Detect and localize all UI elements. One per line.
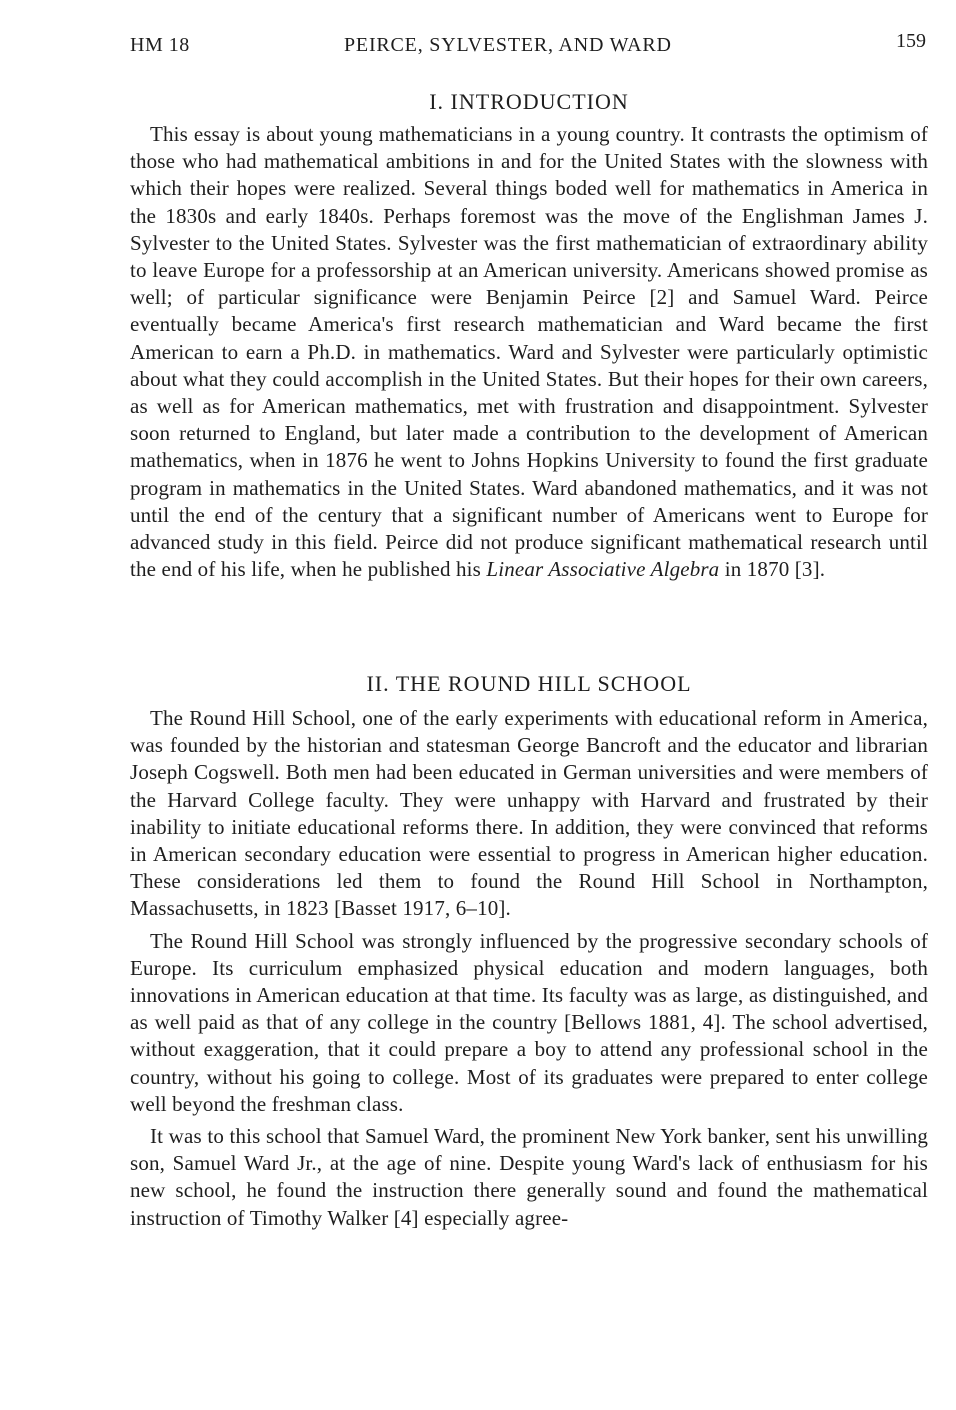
section-introduction	[130, 89, 928, 583]
section-round-hill-school	[130, 671, 928, 1232]
introduction-paragraph	[130, 121, 928, 583]
round-hill-paragraph-2: The Round Hill School was strongly influenced by the progressive secondary schools of Europe. Its curriculum emphasized physical education and modern languages, both innovations in American education at that time. Its faculty was as large, as distinguished, and as well paid as that of any college in the country [Bellows 1881, 4]. The school advertised, without exaggeration, that it could prepare a boy to attend any professional school in the country, without his going to college. Most of its graduates were prepared to enter college well beyond the freshman class.	[130, 928, 928, 1116]
section-heading-introduction: I. INTRODUCTION	[429, 89, 629, 114]
running-head	[0, 30, 956, 60]
introduction-text-end: in 1870 [3].	[719, 557, 826, 582]
journal-volume: HM 18	[130, 34, 190, 56]
book-title-linear-associative-algebra: Linear Associative Algebra	[486, 557, 720, 582]
running-title: PEIRCE, SYLVESTER, AND WARD	[344, 34, 672, 56]
round-hill-paragraph-3: It was to this school that Samuel Ward, the prominent New York banker, sent his unwilling son, Samuel Ward Jr., at the age of nine. Despite young Ward's lack of enthusiasm for his new school, he found the instruction there generally sound and found the mathematical instruction of Timothy Walker [4] especially agree-	[130, 1124, 928, 1230]
introduction-text: This essay is about young mathematicians in a young country. It contrasts the optimism of those who had mathematical ambitions in and for the United States with the slowness with which their hopes were realized. Several things boded well for mathematics in America in the 1830s and early 1840s. Perhaps foremost was the move of the Englishman James J. Sylvester to the United States. Sylvester was the first mathematician of extraordinary ability to leave Europe for a professorship at an American university. Americans showed promise as well; of particular significance were Benjamin Peirce [2] and Samuel Ward. Peirce eventually became America's first research mathematician and Ward became the first American to earn a Ph.D. in mathematics. Ward and Sylvester were particularly optimistic about what they could accomplish in the United States. But their hopes for their own careers, as well as for American mathematics, met with frustration and disappointment. Sylvester soon returned to England, but later made a contribution to the development of American mathematics, when in 1876 he went to Johns Hopkins University to found the first graduate program in mathematics in the United States. Ward abandoned mathematics, and it was not until the end of the century that a significant number of Americans went to Europe for advanced study in this field. Peirce did not produce significant mathematical research until the end of his life, when he published his	[130, 122, 928, 582]
round-hill-paragraph-1: The Round Hill School, one of the early experiments with educational reform in America, was founded by the historian and statesman George Bancroft and the educator and librarian Joseph Cogswell. Both men had been educated in German universities and were members of the Harvard College faculty. They were unhappy with Harvard and frustrated by their inability to initiate educational reforms there. In addition, they were convinced that reforms in American secondary education were essential to progress in American higher education. These considerations led them to found the Round Hill School in Northampton, Massachusetts, in 1823 [Basset 1917, 6–10].	[130, 706, 928, 921]
page-number: 159	[896, 30, 926, 52]
section-heading-round-hill: II. THE ROUND HILL SCHOOL	[366, 671, 692, 696]
